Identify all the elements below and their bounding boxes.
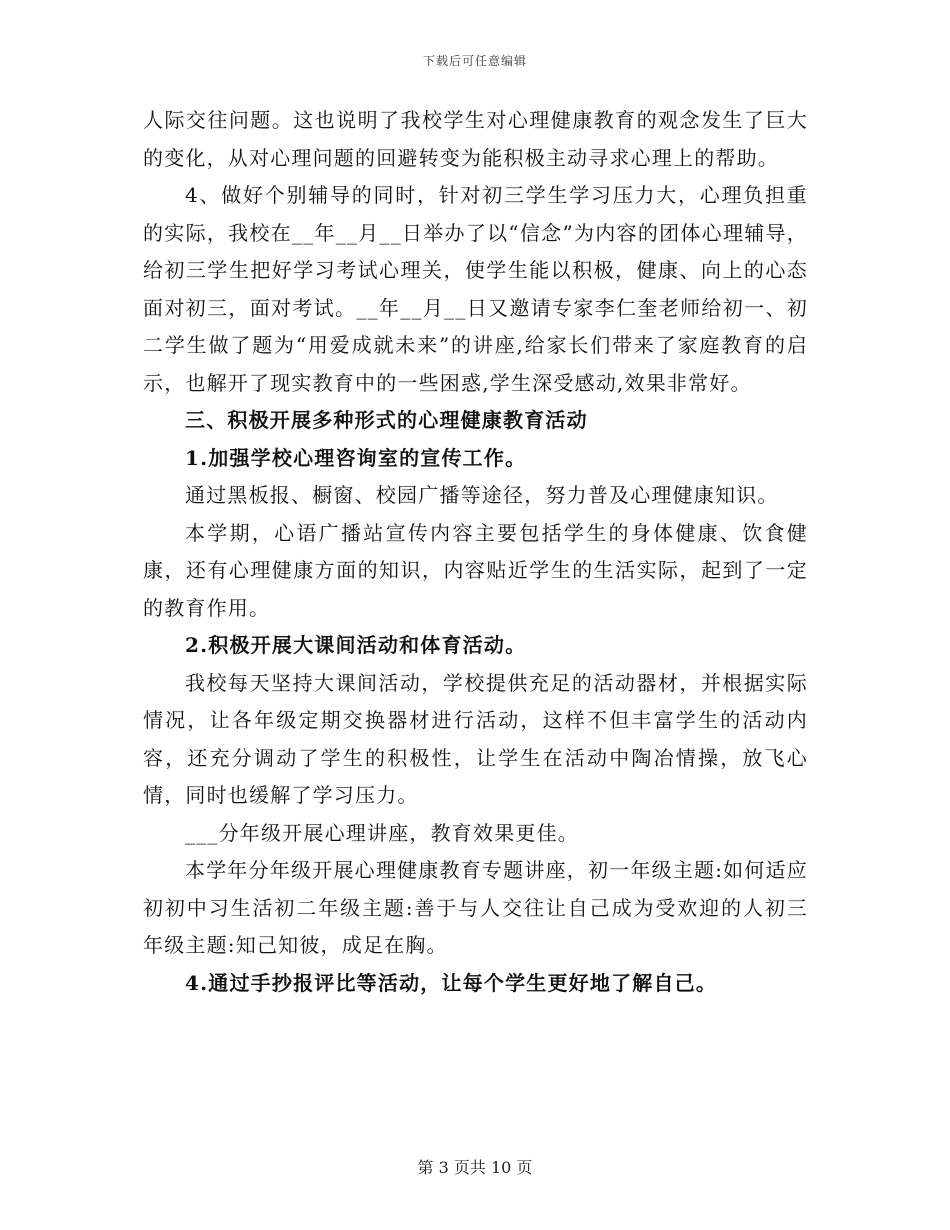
subheading-4: 4.通过手抄报评比等活动，让每个学生更好地了解自己。 — [185, 970, 718, 995]
subheading-3: ___分年级开展心理讲座，教育效果更佳。 — [185, 820, 579, 845]
subheading-1: 1.加强学校心理咨询室的宣传工作。 — [185, 445, 527, 470]
paragraph-item-4-counseling: 4、做好个别辅导的同时，针对初三学生学习压力大，心理负担重的实际，我校在__年__月__日举办了以“信念”为内容的团体心理辅导，给初三学生把好学习考试心理关，使学生能以积极，健康、向上的心态面对初三，面对考试。__年__月__日又邀请专家李仁奎老师给初一、初二学生做了题为“用爱成就未来”的讲座,给家长们带来了家庭教育的启示，也解开了现实教育中的一些困惑,学生深受感动,效果非常好。 — [143, 183, 808, 395]
paragraph-lectures: 本学年分年级开展心理健康教育专题讲座，初一年级主题:如何适应初初中习生活初二年级主题:善于与人交往让自己成为受欢迎的人初三年级主题:知己知彼，成足在胸。 — [143, 858, 808, 957]
page-number: 第 3 页共 10 页 — [417, 1158, 533, 1177]
section-heading-3: 三、积极开展多种形式的心理健康教育活动 — [185, 408, 588, 432]
document-body — [143, 102, 808, 1002]
page-header-note: 下载后可任意编辑 — [422, 54, 527, 68]
paragraph-activities: 我校每天坚持大课间活动，学校提供充足的活动器材，并根据实际情况，让各年级定期交换器材进行活动，这样不但丰富学生的活动内容，还充分调动了学生的积极性，让学生在活动中陶冶情操，放飞心情，同时也缓解了学习压力。 — [143, 670, 808, 807]
paragraph-interpersonal: 人际交往问题。这也说明了我校学生对心理健康教育的观念发生了巨大的变化，从对心理问题的回避转变为能积极主动寻求心理上的帮助。 — [143, 108, 808, 170]
paragraph-publicity: 通过黑板报、橱窗、校园广播等途径，努力普及心理健康知识。 — [185, 483, 779, 507]
paragraph-broadcast: 本学期，心语广播站宣传内容主要包括学生的身体健康、饮食健康，还有心理健康方面的知识，内容贴近学生的生活实际，起到了一定的教育作用。 — [143, 520, 808, 620]
subheading-2: 2.积极开展大课间活动和体育活动。 — [185, 633, 527, 657]
